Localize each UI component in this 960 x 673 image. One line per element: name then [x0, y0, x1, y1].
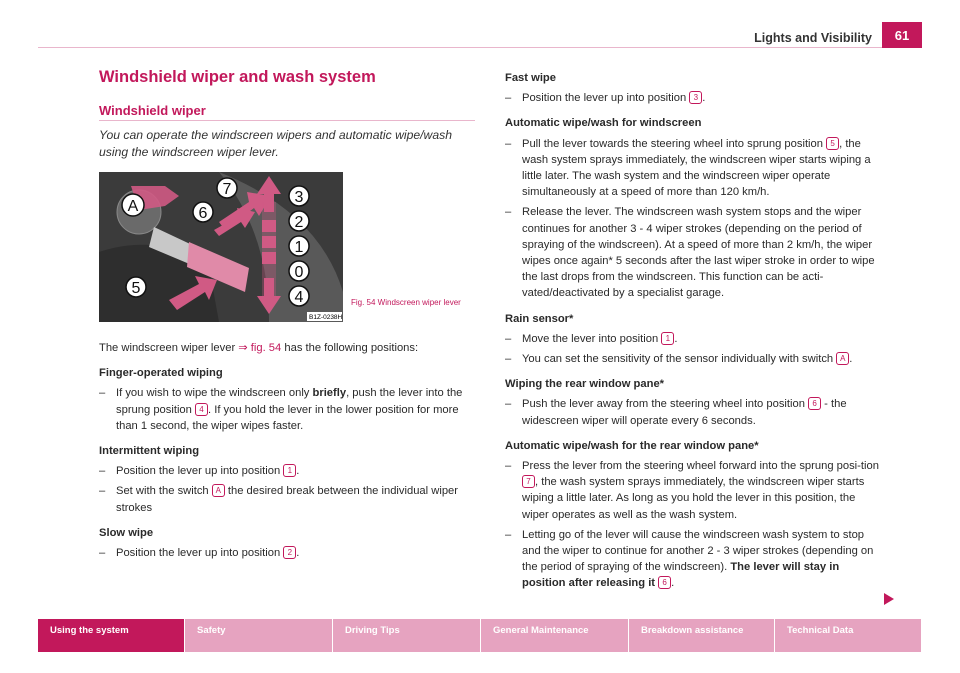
header-rule [38, 47, 920, 48]
list-item: – If you wish to wipe the windscreen only briefly, push the lever into the sprung position 4 . If you hold the lever in the lower position for more than 1 second, the wiper wipes faster. [99, 387, 463, 432]
position-key: 6 [658, 576, 671, 589]
left-column [99, 340, 477, 561]
figure-label: 4 [294, 289, 304, 306]
intermittent-heading: Intermittent wiping [99, 445, 200, 458]
figure-label: A [127, 198, 139, 215]
tab-using-the-system[interactable]: Using the system [38, 619, 185, 652]
position-key: 5 [826, 137, 839, 150]
figure-label: 2 [294, 214, 304, 231]
tab-general-maintenance[interactable]: General Maintenance [481, 619, 629, 652]
position-key: 3 [689, 91, 702, 104]
list-item: – Pull the lever towards the steering wheel into sprung position 5 , the wash system sprays immediately, the windscreen wiper starts wiping a little later. The wash system and the windscreen wiper operate simultaneously at a speed of more than 120 km/h. [505, 137, 871, 199]
position-key: 1 [661, 332, 674, 345]
list-item: – Move the lever into position 1 . [505, 332, 678, 345]
slow-heading: Slow wipe [99, 526, 154, 539]
position-key: 1 [283, 464, 296, 477]
fast-heading: Fast wipe [505, 72, 556, 84]
position-key: 2 [283, 546, 296, 559]
rain-heading: Rain sensor* [505, 312, 574, 325]
list-item: – Release the lever. The windscreen wash system stops and the wiper continues for another 3 - 4 wiper strokes (depending on the period of spraying of the windscreen). At a speed of more than 2 km/h, the wiper wipes once again* 5 seconds after the last wiper stroke in order to wipe the last drops from the windscreen. This function can be acti-vated/deactivated by a specialist garage. [505, 206, 875, 300]
rear-auto-heading: Automatic wipe/wash for the rear window pane* [505, 439, 759, 452]
figure-label: 1 [294, 239, 304, 256]
figure-label: 3 [294, 189, 304, 206]
wiper-lever-figure [99, 172, 343, 322]
figure-link[interactable]: ⇒ fig. 54 [238, 342, 282, 354]
intro-text: You can operate the windscreen wipers and automatic wipe/wash using the windscreen wiper lever. [99, 128, 452, 159]
subtitle-rule [99, 120, 475, 121]
switch-key: A [836, 352, 849, 365]
footer-nav [38, 619, 921, 652]
figure-label: 0 [294, 264, 304, 281]
list-item: – Position the lever up into position 3 . [505, 92, 706, 105]
figure-label: 7 [222, 181, 232, 198]
position-key: 4 [195, 403, 208, 416]
page-number: 61 [882, 22, 922, 48]
figure-label: 6 [198, 205, 208, 222]
tab-technical-data[interactable]: Technical Data [775, 619, 921, 652]
figure-code: B1Z-0238H [309, 314, 343, 321]
tab-breakdown-assistance[interactable]: Breakdown assistance [629, 619, 775, 652]
tab-safety[interactable]: Safety [185, 619, 333, 652]
list-item: – Letting go of the lever will cause the windscreen wash system to stop and the wiper to continue for another 2 - 3 wiper strokes (depending on the period of spraying of the windscreen). The lever will stay in position after releasing it 6 . [505, 528, 874, 590]
finger-heading: Finger-operated wiping [99, 367, 223, 380]
figure-caption: Fig. 54 Windscreen wiper lever [351, 298, 461, 307]
position-key: 7 [522, 475, 535, 488]
list-item: – Set with the switch A the desired break between the individual wiper strokes [99, 485, 458, 514]
right-column [505, 70, 883, 592]
section-subtitle: Windshield wiper [99, 103, 206, 118]
rear-heading: Wiping the rear window pane* [505, 378, 665, 391]
position-key: 6 [808, 397, 821, 410]
figure-label: 5 [131, 280, 141, 297]
auto-heading: Automatic wipe/wash for windscreen [505, 117, 702, 130]
lever-intro: The windscreen wiper lever ⇒ fig. 54 has the following positions: [99, 342, 419, 354]
list-item: – Press the lever from the steering wheel forward into the sprung posi-tion 7 , the wash system sprays immediately, the windscreen wiper starts wiping a little later. As long as you hold the lever in this position, the wiper operates as well as the wash system. [505, 460, 879, 521]
list-item: – You can set the sensitivity of the sensor individually with switch A . [505, 353, 853, 366]
page-title: Windshield wiper and wash system [99, 68, 376, 86]
switch-key: A [212, 484, 225, 497]
list-item: – Position the lever up into position 1 . [99, 465, 300, 478]
list-item: – Push the lever away from the steering wheel into position 6 - the widescreen wiper will operate every 6 seconds. [505, 398, 847, 427]
next-page-arrow-icon[interactable] [883, 592, 895, 610]
tab-driving-tips[interactable]: Driving Tips [333, 619, 481, 652]
list-item: – Position the lever up into position 2 . [99, 547, 300, 560]
section-title: Lights and Visibility [754, 31, 872, 45]
